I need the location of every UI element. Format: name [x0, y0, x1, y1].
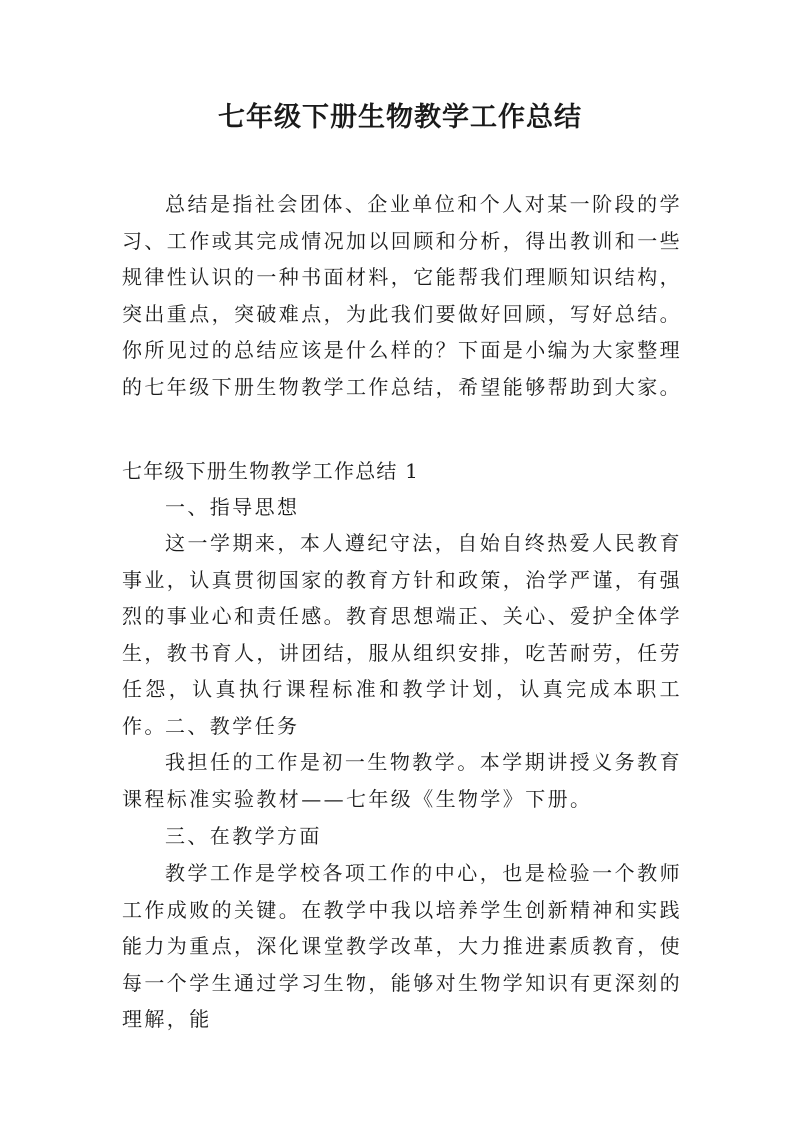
subsection-heading-teaching-tasks: 二、教学任务 [165, 714, 300, 738]
subsection-heading-guiding-ideology: 一、指导思想 [165, 495, 300, 519]
subsection-heading-teaching-aspects: 三、在教学方面 [165, 824, 322, 848]
intro-paragraph: 总结是指社会团体、企业单位和个人对某一阶段的学习、工作或其完成情况加以回顾和分析，得出教训和一些规律性认识的一种书面材料，它能帮我们理顺知识结构，突出重点，突破难点，为此我们要做好回顾，写好总结。你所见过的总结应该是什么样的？下面是小编为大家整理的七年级下册生物教学工作总结，希望能够帮助到大家。 [122, 192, 682, 399]
subsection-paragraph-guiding-ideology: 这一学期来，本人遵纪守法，自始自终热爱人民教育事业，认真贯彻国家的教育方针和政策，治学严谨，有强烈的事业心和责任感。教育思想端正、关心、爱护全体学生，教书育人，讲团结，服从组织安排，吃苦耐劳，任劳任怨，认真执行课程标准和教学计划，认真完成本职工作。 [122, 531, 682, 738]
subsection-paragraph-teaching-aspects: 教学工作是学校各项工作的中心，也是检验一个教师工作成败的关键。在教学中我以培养学生创新精神和实践能力为重点，深化课堂教学改革，大力推进素质教育，使每一个学生通过学习生物，能够对生物学知识有更深刻的理解，能 [122, 861, 682, 1031]
section-title: 七年级下册生物教学工作总结 1 [122, 459, 420, 483]
document-title: 七年级下册生物教学工作总结 [218, 102, 582, 133]
subsection-paragraph-teaching-tasks: 我担任的工作是初一生物教学。本学期讲授义务教育课程标准实验教材——七年级《生物学》下册。 [122, 750, 682, 811]
